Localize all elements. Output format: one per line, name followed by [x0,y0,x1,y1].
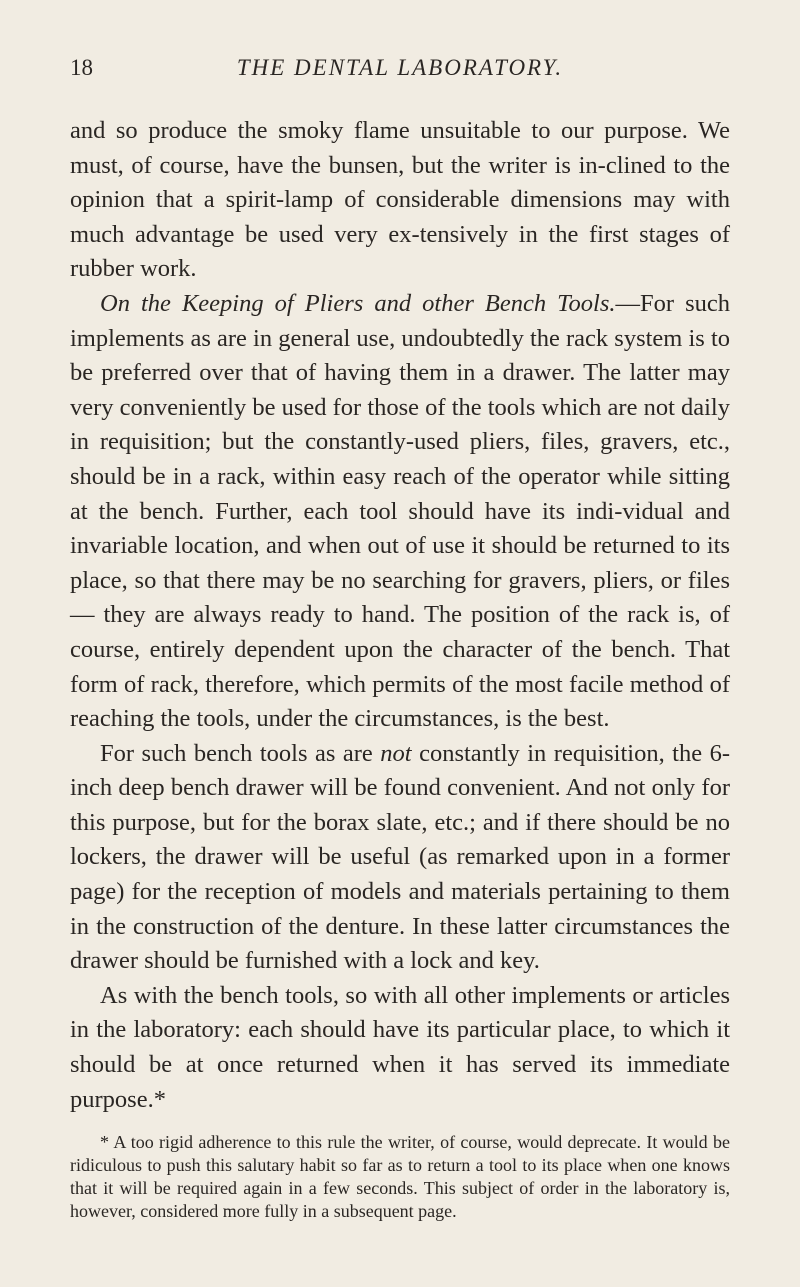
book-page [70,52,730,1223]
paragraph-bench-drawer [70,737,730,979]
section-heading: On the Keeping of Pliers and other Bench Tools. [100,289,616,317]
paragraph-spirit-lamp: and so produce the smoky flame unsuitable to our purpose. We must, of course, have the bunsen, but the writer is in-clined to the opinion that a spirit-lamp of considerable dimensions may with much advantage be used very ex-tensively in the first stages of rubber work. [70,117,730,283]
emphasis-not: not [380,739,412,767]
footnote [70,1131,730,1223]
paragraph-order: As with the bench tools, so with all other implements or articles in the laboratory: each should have its particular place, to which it should be at once returned when it has served its immediate purpose.* [70,981,730,1113]
running-head [70,52,730,84]
paragraph-bench-tools [70,287,730,737]
body-text [70,114,730,1117]
paragraph-bench-tools-text: —For such implements as are in general use, undoubtedly the rack system is to be preferred over that of having them in a drawer. The latter may very conveniently be used for those of the tools which are not daily in requisition; but the constantly-used pliers, files, gravers, etc., should be in a rack, within easy reach of the operator while sitting at the bench. Further, each tool should have its indi-vidual and invariable location, and when out of use it should be returned to its place, so that there may be no searching for gravers, pliers, or files — they are always ready to hand. The position of the rack is, of course, entirely dependent upon the character of the bench. That form of rack, therefore, which permits of the most facile method of reaching the tools, under the circumstances, is the best. [70,289,730,733]
paragraph-bench-drawer-rest: constantly in requisition, the 6-inch deep bench drawer will be found convenient. And not only for this purpose, but for the borax slate, etc.; and if there should be no lockers, the drawer will be useful (as remarked upon in a former page) for the reception of models and materials pertaining to them in the construction of the denture. In these latter circumstances the drawer should be furnished with a lock and key. [70,739,731,975]
paragraph-bench-drawer-start: For such bench tools as are [100,739,381,767]
footnote-text: * A too rigid adherence to this rule the writer, of course, would deprecate. It would be ridiculous to push this salutary habit so far as to return a tool to its place when one knows that it will be required again in a few seconds. This subject of order in the laboratory is, however, considered more fully in a subsequent page. [70,1132,730,1222]
page-number: 18 [70,55,93,80]
book-title: THE DENTAL LABORATORY. [236,55,564,80]
